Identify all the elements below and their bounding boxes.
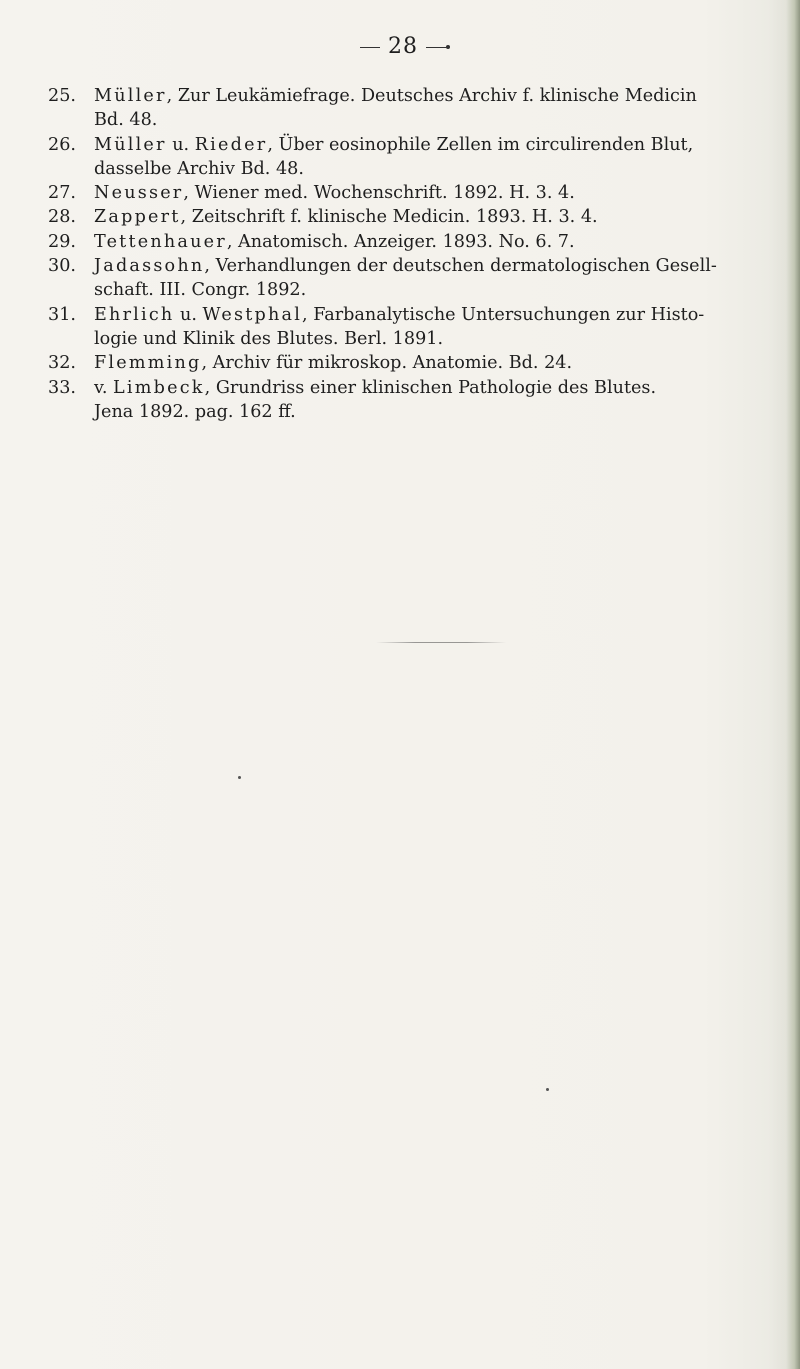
reference-continuation: schaft. III. Congr. 1892.	[94, 280, 307, 301]
reference-author: Neusser	[94, 183, 184, 204]
page-number: 28	[388, 34, 418, 59]
reference-number: 30.	[48, 256, 76, 277]
reference-item: 27. Neusser, Wiener med. Wochenschrift. 1892. H. 3. 4.	[48, 181, 768, 205]
reference-number: 32.	[48, 353, 76, 374]
reference-author: Limbeck	[113, 377, 205, 398]
reference-title: Archiv für mikroskop. Anatomie. Bd. 24.	[212, 353, 573, 374]
reference-item: 29. Tettenhauer, Anatomisch. Anzeiger. 1893. No. 6. 7.	[48, 230, 768, 254]
reference-number: 28.	[48, 207, 76, 228]
reference-title: Anatomisch. Anzeiger. 1893. No. 6. 7.	[238, 231, 575, 252]
reference-prefix: v.	[94, 377, 114, 398]
reference-item: 30. Jadassohn, Verhandlungen der deutschen dermatologischen Gesell- schaft. III. Congr. 1892.	[48, 254, 768, 303]
reference-number: 27.	[48, 183, 76, 204]
right-dash-ornament	[426, 47, 448, 48]
reference-title: Zur Leukämiefrage. Deutsches Archiv f. klinische Medicin	[177, 86, 697, 106]
reference-coauthor: Westphal	[202, 304, 303, 325]
reference-list	[48, 84, 768, 424]
reference-author: Zappert	[94, 207, 181, 228]
reference-item: 32. Flemming, Archiv für mikroskop. Anatomie. Bd. 24.	[48, 351, 768, 375]
reference-continuation: Jena 1892. pag. 162 ff.	[94, 401, 296, 422]
reference-title: Zeitschrift f. klinische Medicin. 1893. H. 3. 4.	[191, 207, 598, 228]
reference-number: 33.	[48, 377, 76, 398]
page-number-header	[0, 34, 800, 59]
left-dash-ornament	[360, 47, 380, 48]
page-edge-shadow	[786, 0, 800, 1369]
reference-author: Flemming	[94, 353, 202, 374]
reference-title: Farbanalytische Untersuchungen zur Histo-	[313, 304, 705, 325]
reference-number: 26.	[48, 134, 76, 155]
reference-author: Müller	[94, 86, 167, 106]
reference-item: 33. v. Limbeck, Grundriss einer klinischen Pathologie des Blutes. Jena 1892. pag. 162 ff.	[48, 376, 768, 425]
reference-title: Verhandlungen der deutschen dermatologischen Gesell-	[215, 256, 717, 277]
reference-item: 31. Ehrlich u. Westphal, Farbanalytische Untersuchungen zur Histo- logie und Klinik des Blutes. Berl. 1891.	[48, 303, 768, 352]
reference-item: 28. Zappert, Zeitschrift f. klinische Medicin. 1893. H. 3. 4.	[48, 205, 768, 229]
reference-title: Über eosinophile Zellen im circulirenden Blut,	[278, 134, 694, 155]
reference-author: Tettenhauer	[94, 231, 227, 252]
reference-continuation: Bd. 48.	[94, 110, 158, 131]
reference-item: 25. Müller, Zur Leukämiefrage. Deutsches Archiv f. klinische Medicin Bd. 48.	[48, 84, 768, 133]
reference-author: Ehrlich	[94, 304, 175, 325]
scan-artifact-line	[376, 642, 506, 643]
reference-item: 26. Müller u. Rieder, Über eosinophile Zellen im circulirenden Blut, dasselbe Archiv Bd. 48.	[48, 133, 768, 182]
reference-number: 29.	[48, 231, 76, 252]
reference-number: 31.	[48, 304, 76, 325]
reference-number: 25.	[48, 86, 76, 106]
reference-author: Jadassohn	[94, 256, 205, 277]
reference-title: Wiener med. Wochenschrift. 1892. H. 3. 4.	[194, 183, 575, 204]
reference-coauthor: Rieder	[194, 134, 268, 155]
reference-continuation: logie und Klinik des Blutes. Berl. 1891.	[94, 328, 444, 349]
scan-speck	[546, 1088, 549, 1091]
reference-title: Grundriss einer klinischen Pathologie des Blutes.	[215, 377, 657, 398]
reference-continuation: dasselbe Archiv Bd. 48.	[94, 158, 304, 179]
scan-speck	[238, 776, 241, 779]
reference-author: Müller	[94, 134, 167, 155]
